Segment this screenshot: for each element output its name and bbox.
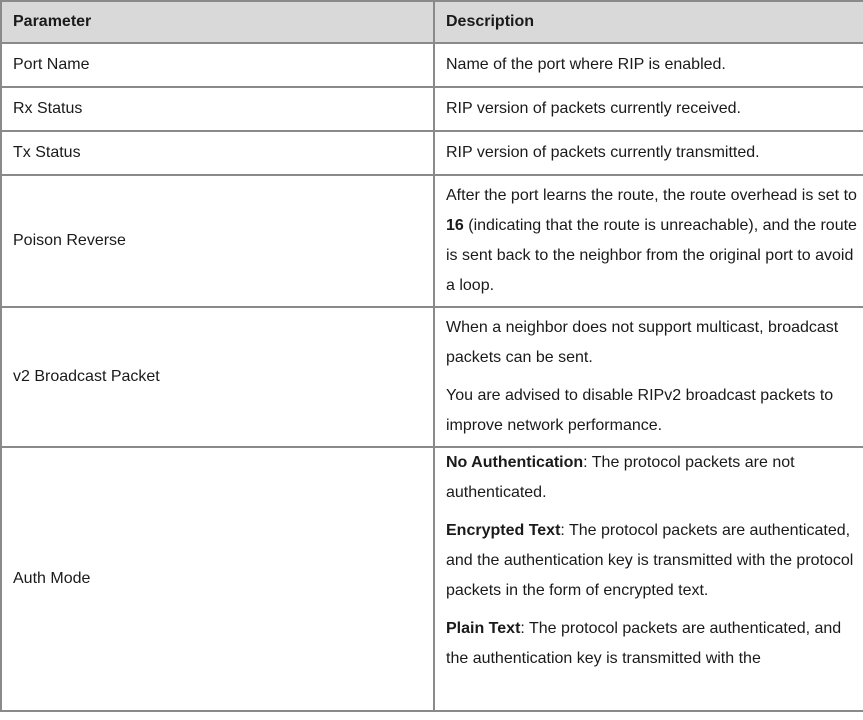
poison-text-pre: After the port learns the route, the route overhead is set to (446, 187, 857, 204)
table-row (1, 131, 863, 175)
row-rx-status-param: Rx Status (1, 87, 434, 131)
header-description: Description (434, 1, 863, 43)
row-tx-status-param: Tx Status (1, 131, 434, 175)
auth-none-paragraph (446, 448, 863, 508)
table-row (1, 87, 863, 131)
auth-none-text: : The protocol packets are not authenticated. (446, 454, 795, 501)
auth-plain-term: Plain Text (446, 620, 521, 637)
poison-text-post: (indicating that the route is unreachable), and the route is sent back to the neighbor from the original port to avoid a loop. (446, 217, 857, 294)
row-v2-broadcast-desc (434, 307, 863, 447)
row-rx-status-desc: RIP version of packets currently received. (434, 87, 863, 131)
row-auth-mode-desc (434, 447, 863, 711)
row-tx-status-desc: RIP version of packets currently transmitted. (434, 131, 863, 175)
row-port-name-param: Port Name (1, 43, 434, 87)
auth-plain-text: : The protocol packets are authenticated, and the authentication key is transmitted with the (446, 620, 842, 667)
table-row (1, 43, 863, 87)
auth-encrypted-text: : The protocol packets are authenticated, and the authentication key is transmitted with the protocol packets in the form of encrypted text. (446, 522, 854, 599)
auth-encrypted-paragraph (446, 516, 863, 606)
table-header-row (1, 1, 863, 43)
poison-value: 16 (446, 217, 464, 234)
auth-plain-paragraph (446, 614, 863, 674)
row-port-name-desc: Name of the port where RIP is enabled. (434, 43, 863, 87)
table-row (1, 175, 863, 307)
table-row (1, 307, 863, 447)
row-poison-reverse-param: Poison Reverse (1, 175, 434, 307)
header-parameter: Parameter (1, 1, 434, 43)
row-auth-mode-param: Auth Mode (1, 447, 434, 711)
v2-paragraph-1: When a neighbor does not support multicast, broadcast packets can be sent. (446, 319, 839, 366)
row-poison-reverse-desc (434, 175, 863, 307)
table-row (1, 447, 863, 711)
row-v2-broadcast-param: v2 Broadcast Packet (1, 307, 434, 447)
auth-none-term: No Authentication (446, 454, 584, 471)
auth-encrypted-term: Encrypted Text (446, 522, 561, 539)
v2-paragraph-2: You are advised to disable RIPv2 broadcast packets to improve network performance. (446, 387, 834, 434)
